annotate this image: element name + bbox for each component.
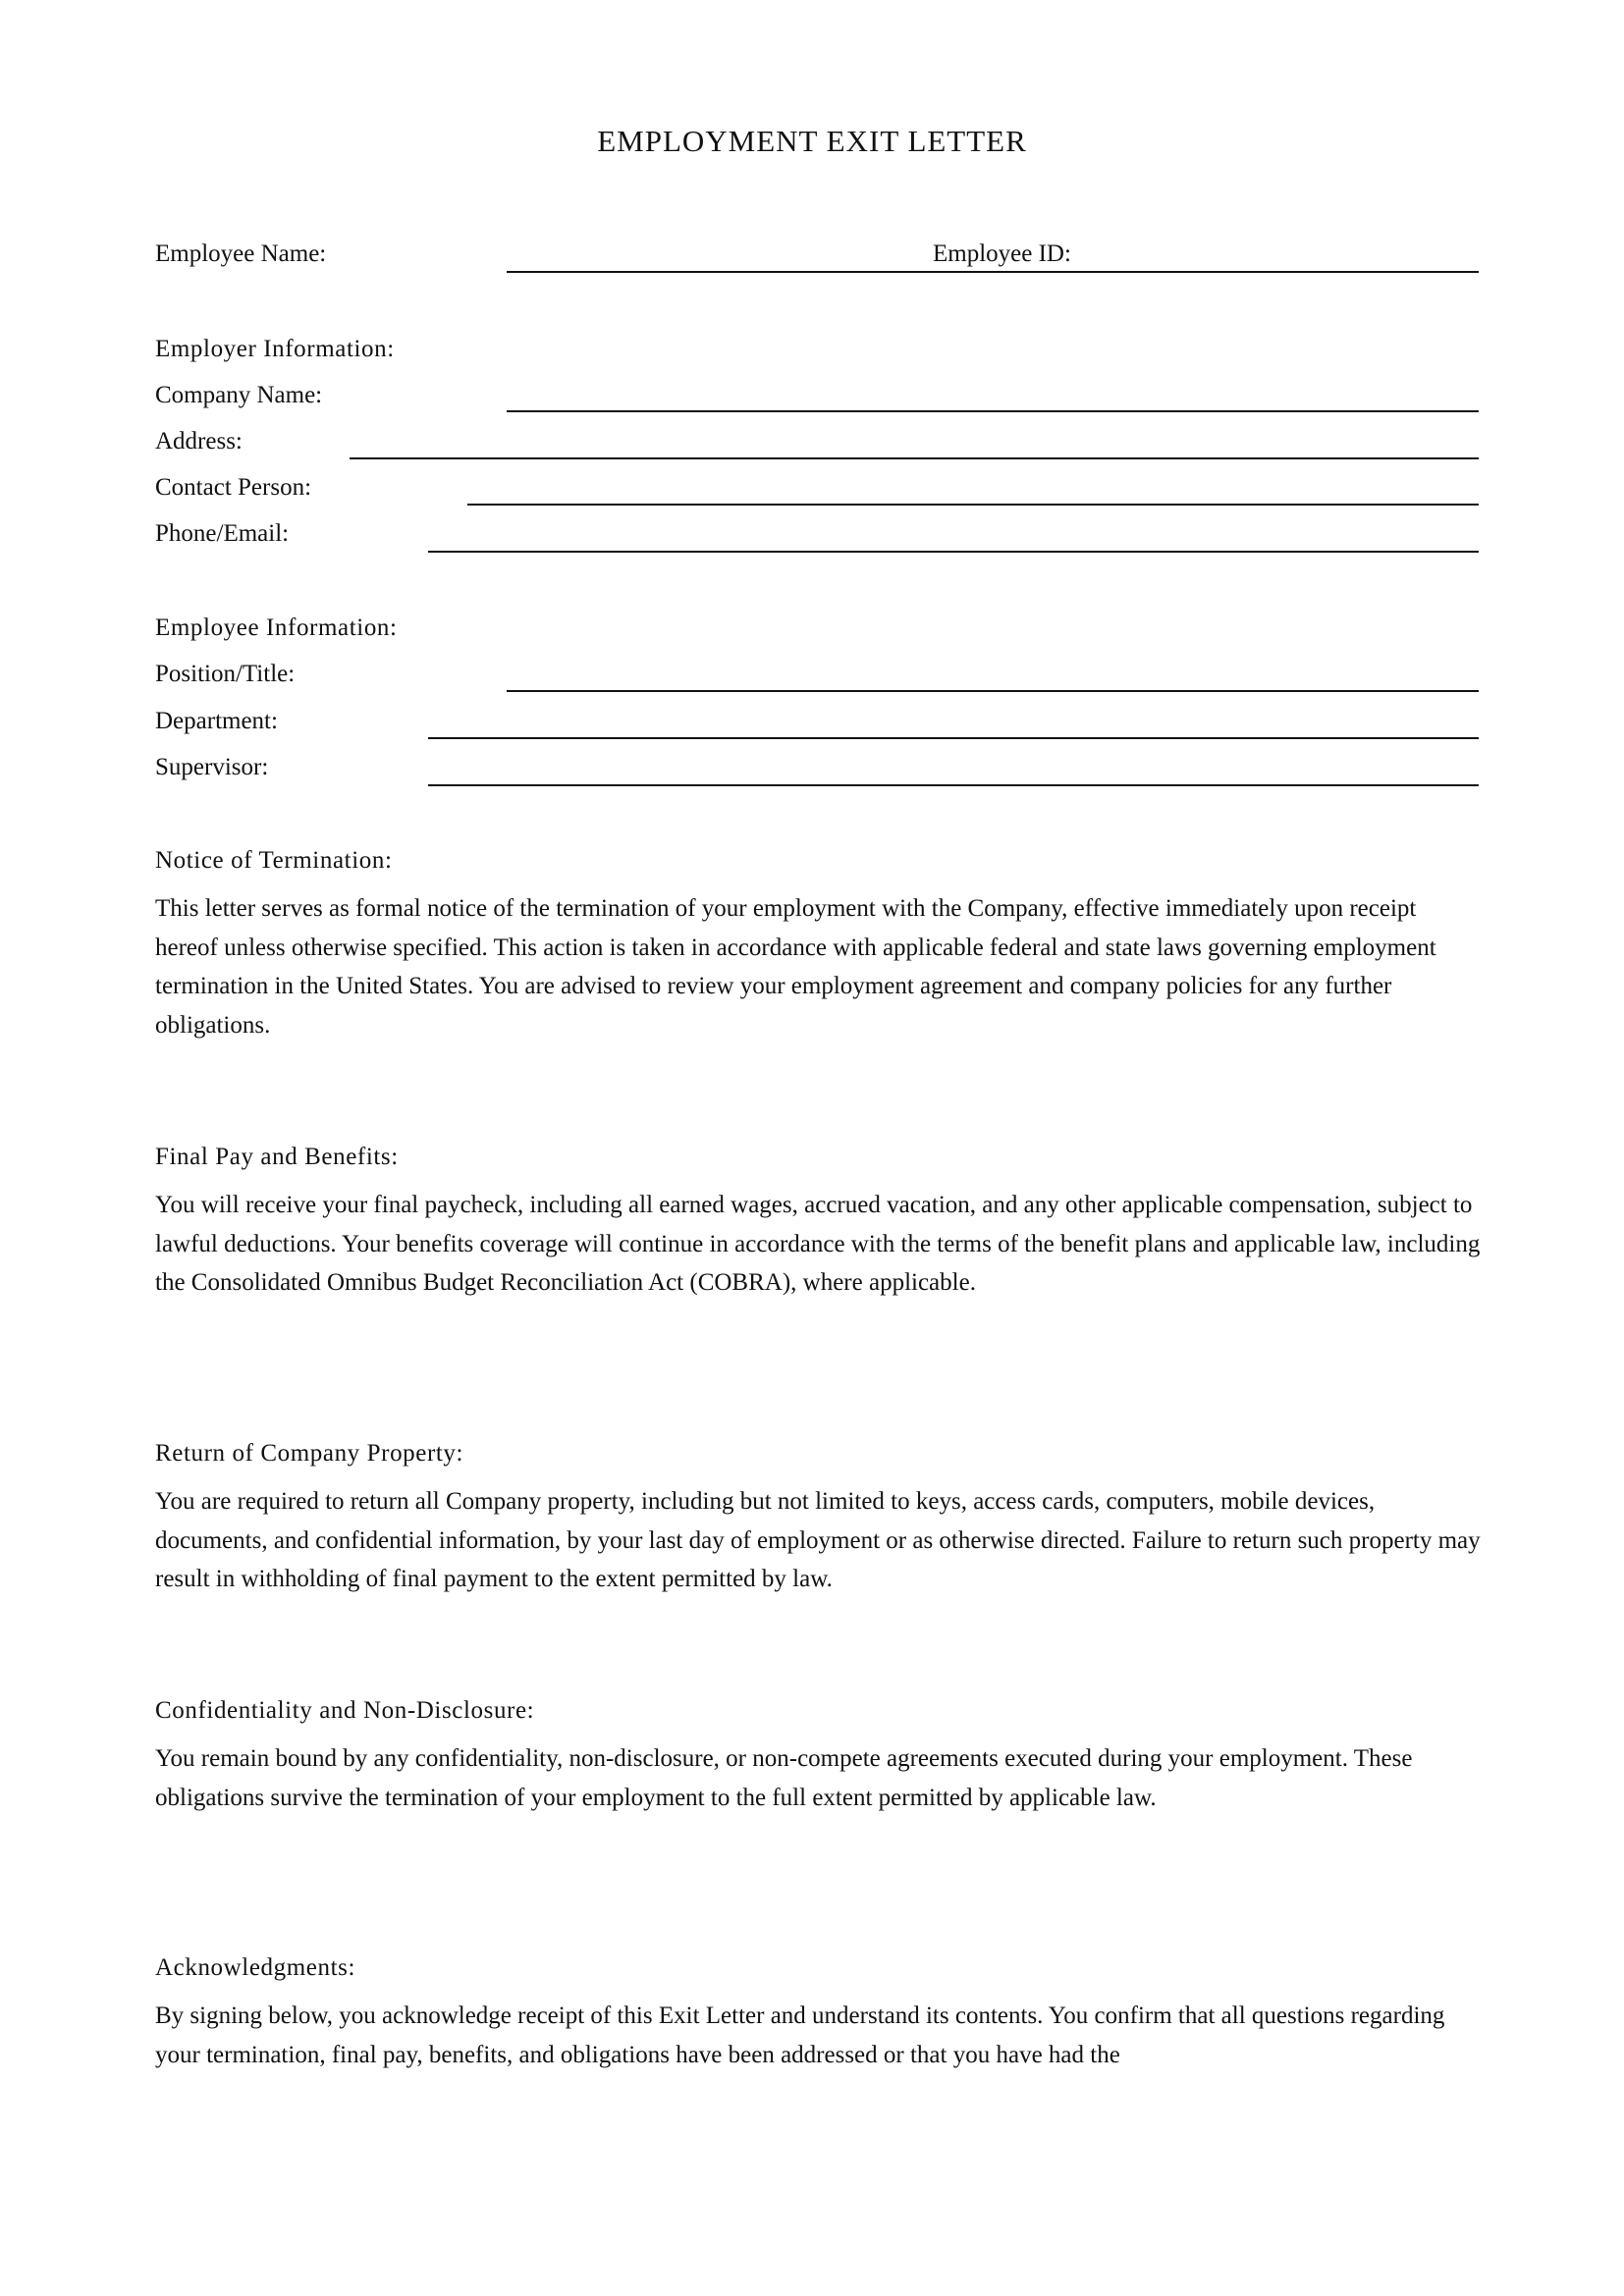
document-title: EMPLOYMENT EXIT LETTER: [597, 124, 1027, 158]
section-body-confidentiality: You remain bound by any confidentiality, non-disclosure, or non-compete agreements executed during your employment. These obligations survive the termination of your employment to the full extent permitted by applicable law.: [155, 1745, 1413, 1811]
section-heading-notice: Notice of Termination:: [155, 847, 393, 874]
section-body-final-pay: You will receive your final paycheck, including all earned wages, accrued vacation, and any other applicable compensation, subject to lawful deductions. Your benefits coverage will continue in accordance with the terms of the benefit plans and applicable law, including the Consolidated Omnibus Budget Reconciliation Act (COBRA), where applicable.: [155, 1192, 1481, 1296]
phone-email-label: Phone/Email:: [155, 520, 290, 547]
department-label: Department:: [155, 708, 278, 734]
employer-info-heading: Employer Information:: [155, 336, 395, 362]
section-heading-confidentiality: Confidentiality and Non-Disclosure:: [155, 1697, 535, 1724]
phone-email-field[interactable]: [428, 551, 1479, 553]
position-title-label: Position/Title:: [155, 661, 296, 687]
section-heading-company-property: Return of Company Property:: [155, 1440, 464, 1467]
supervisor-label: Supervisor:: [155, 754, 269, 780]
contact-person-label: Contact Person:: [155, 474, 312, 501]
employee-name-field[interactable]: [507, 271, 1479, 273]
section-body-notice: This letter serves as formal notice of the termination of your employment with the Company, effective immediately upon receipt hereof unless otherwise specified. This action is taken in accordance with applicable federal and state laws governing employment termination in the United States. You are advised to review your employment agreement and company policies for any further obligations.: [155, 895, 1436, 1039]
address-label: Address:: [155, 428, 243, 454]
position-title-field[interactable]: [507, 690, 1479, 692]
company-name-label: Company Name:: [155, 382, 323, 408]
address-field[interactable]: [350, 457, 1479, 459]
employee-info-heading: Employee Information:: [155, 614, 398, 641]
employee-id-label: Employee ID:: [933, 240, 1071, 267]
department-field[interactable]: [428, 737, 1479, 739]
employee-name-label: Employee Name:: [155, 240, 327, 267]
section-body-company-property: You are required to return all Company property, including but not limited to keys, access cards, computers, mobile devices, documents, and confidential information, by your last day of employment or as otherwise directed. Failure to return such property may result in withholding of final payment to the extent permitted by law.: [155, 1488, 1481, 1592]
contact-person-field[interactable]: [467, 504, 1479, 506]
supervisor-field[interactable]: [428, 784, 1479, 786]
section-heading-acknowledgments: Acknowledgments:: [155, 1954, 356, 1981]
section-body-acknowledgments: By signing below, you acknowledge receipt of this Exit Letter and understand its contents. You confirm that all questions regarding your termination, final pay, benefits, and obligations have been addressed or that you have had the: [155, 2002, 1445, 2068]
company-name-field[interactable]: [507, 410, 1479, 412]
section-heading-final-pay: Final Pay and Benefits:: [155, 1144, 399, 1170]
